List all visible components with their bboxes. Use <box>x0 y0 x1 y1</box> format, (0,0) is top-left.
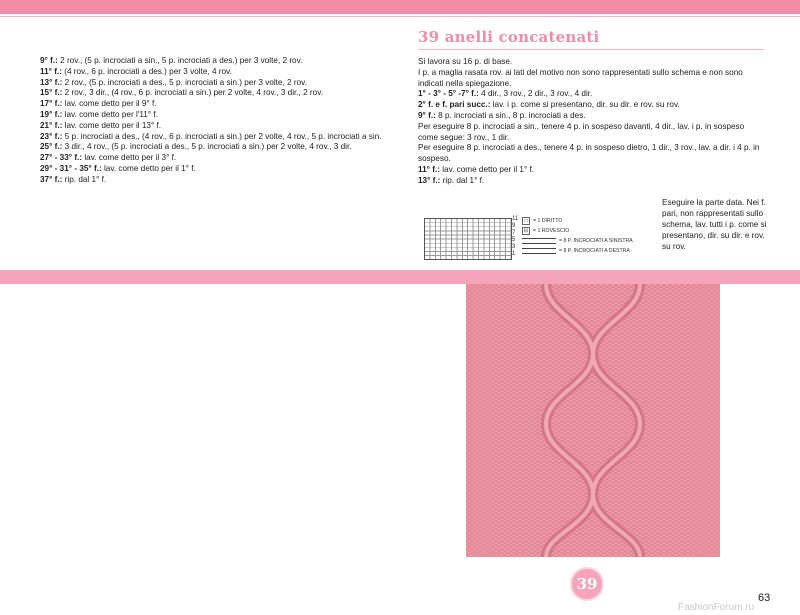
instruction-row: Per eseguire 8 p. incrociati a sin., tenere 4 p. in sospeso davanti, 4 dir., lav. i p. in sospeso come segue: 3 rov., 1 dir. <box>418 121 745 142</box>
row-number: 3 <box>512 244 516 250</box>
instruction-row: 11° f.: lav. come detto per il 1° f. <box>418 164 535 174</box>
middle-pink-band <box>0 270 800 284</box>
instruction-row: 25° f.: 3 dir., 4 rov., (5 p. incrociati a des., 5 p. incrociati a sin.) per 2 volte, 4 rov., 3 dir. <box>40 142 352 152</box>
instruction-row: 9° f.: 2 rov., (5 p. incrociati a sin., 5 p. incrociati a des.) per 3 volte, 2 rov. <box>40 56 303 65</box>
top-divider <box>0 16 800 17</box>
instruction-row: 29° - 31° - 35° f.: lav. come detto per il 1° f. <box>40 163 196 173</box>
row-number: 9 <box>512 223 516 229</box>
instruction-row: Si lavora su 16 p. di base. <box>418 57 513 66</box>
chart-legend <box>522 216 633 256</box>
legend-item <box>522 226 633 236</box>
side-note: Eseguire la parte data. Nei f. pari, non rappresentati sullo schema, lav. tutti i p. come si presentano, dir. su dir. e rov. su rov. <box>662 198 767 251</box>
row-number: 7 <box>512 230 516 236</box>
row-number: 11 <box>512 216 519 222</box>
instruction-row: 13° f.: 2 rov., (5 p. incrociati a des., 5 p. incrociati a sin.) per 3 volte, 2 rov. <box>40 77 307 87</box>
instruction-row: 37° f.: rip. dal 1° f. <box>40 174 107 184</box>
purl-symbol-icon: ⊟ <box>523 228 529 234</box>
legend-item <box>522 236 633 246</box>
legend-label: = 8 P. INCROCIATI A SINISTRA <box>559 238 633 244</box>
instruction-row: 21° f.: lav. come detto per il 13° f. <box>40 120 162 130</box>
instruction-row: 17° f.: lav. come detto per il 9° f. <box>40 99 157 109</box>
page-number: 63 <box>758 592 771 604</box>
instruction-row: 11° f.: (4 rov., 6 p. incrociati a des.) per 3 volte, 4 rov. <box>40 66 232 76</box>
left-instructions <box>40 56 390 186</box>
instruction-row: 2° f. e f. pari succ.: lav. i p. come si presentano, dir. su dir. e rov. su rov. <box>418 100 680 110</box>
instruction-row: 19° f.: lav. come detto per l'11° f. <box>40 109 158 119</box>
instruction-row: 9° f.: 8 p. incrociati a sin., 8 p. incrociati a des. <box>418 110 586 120</box>
pattern-number-badge: 39 <box>570 567 604 601</box>
chart-grid <box>424 218 512 260</box>
cable-left-symbol-icon <box>522 238 556 244</box>
top-pink-bar <box>0 0 800 14</box>
instruction-row: 1° - 3° - 5° -7° f.: 4 dir., 3 rov., 2 dir., 3 rov., 4 dir. <box>418 89 593 99</box>
pattern-title: 39 anelli concatenati <box>418 28 600 46</box>
instruction-row: 13° f.: rip. dal 1° f. <box>418 175 485 185</box>
legend-item <box>522 246 633 256</box>
right-instructions <box>418 57 766 187</box>
instruction-row: I p. a maglia rasata rov. ai lati del motivo non sono rappresentati sullo schema e non sono indicati nella spiegazione. <box>418 67 743 88</box>
knitted-swatch-image <box>466 284 720 557</box>
stitch-chart <box>418 214 658 264</box>
instruction-row: Per eseguire 8 p. incrociati a des., tenere 4 p. in sospeso dietro, 1 dir., 3 rov., lav. a dir. i 4 p. in sospeso. <box>418 143 760 164</box>
knit-symbol-icon: □ <box>522 217 530 225</box>
legend-item <box>522 216 633 226</box>
title-underline <box>418 49 764 50</box>
cable-right-symbol-icon <box>522 248 556 254</box>
instruction-row: 27° - 33° f.: lav. come detto per il 3° f. <box>40 153 177 163</box>
legend-label: = 8 P. INCROCIATI A DESTRA <box>559 248 630 254</box>
instruction-row: 23° f.: 5 p. incrociati a des., (4 rov., 6 p. incrociati a sin.) per 2 volte, 4 rov., 5 p. incrociati a sin. <box>40 131 382 141</box>
legend-label: = 1 DIRITTO <box>533 218 563 224</box>
row-number: 5 <box>512 237 516 243</box>
row-number: 1 <box>512 251 516 257</box>
instruction-row: 15° f.: 2 rov., 3 dir., (4 rov., 6 p. incrociati a sin.) per 2 volte, 4 rov., 3 dir., 2 rov. <box>40 88 323 98</box>
chart-row-numbers <box>512 216 518 258</box>
legend-label: = 1 ROVESCIO <box>533 228 570 234</box>
watermark: FashionForum.ru <box>678 602 755 613</box>
